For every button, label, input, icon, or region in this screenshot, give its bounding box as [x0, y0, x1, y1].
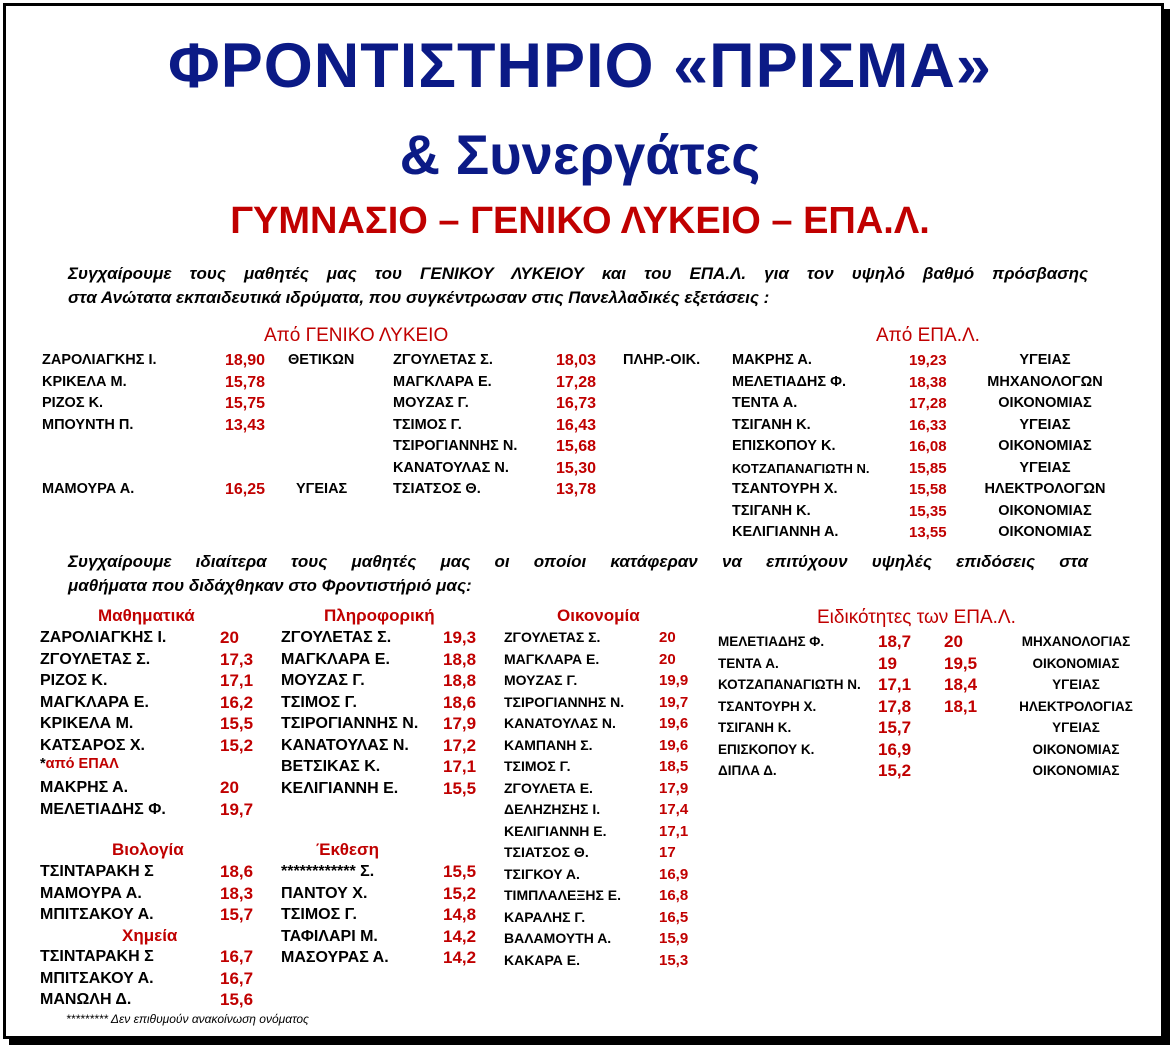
student-name: ΜΠΙΤΣΑΚΟΥ Α.	[40, 906, 154, 923]
student-score: 16,7	[220, 947, 254, 966]
student-score: 14,2	[443, 948, 477, 967]
intro-line-2: στα Ανώτατα εκπαιδευτικά ιδρύματα, που συγκέντρωσαν στις Πανελλαδικές εξετάσεις :	[68, 288, 770, 307]
student-field: ΟΙΚΟΝΟΜΙΑΣ	[998, 395, 1092, 411]
student-name: ΤΣΙΓΑΝΗ Κ.	[732, 502, 811, 519]
student-name: ΚΑΝΑΤΟΥΛΑΣ Ν.	[281, 736, 409, 754]
specialties-title: Ειδικότητες των ΕΠΑ.Λ.	[817, 607, 1016, 628]
student-score: 20	[659, 629, 676, 646]
student-score: 16,08	[909, 438, 947, 455]
student-score: 18,5	[659, 758, 689, 775]
student-name: ΜΑΓΚΛΑΡΑ Ε.	[393, 373, 492, 390]
student-score: 15,5	[220, 714, 254, 733]
student-name: ΚΟΤΖΑΠΑΝΑΓΙΩΤΗ Ν.	[718, 677, 861, 692]
informatics-title: Πληροφορική	[324, 606, 435, 625]
student-score: 13,43	[225, 416, 266, 434]
student-score-2: 18,4	[944, 675, 978, 694]
student-score: 19,7	[659, 693, 689, 711]
student-name: ΤΣΙΓΚΟΥ Α.	[504, 865, 580, 882]
student-score: 15,68	[556, 438, 597, 455]
student-name: ΜΠΙΤΣΑΚΟΥ Α.	[40, 969, 154, 987]
student-field: ΟΙΚΟΝΟΜΙΑΣ	[1032, 763, 1120, 778]
student-score: 19,7	[220, 799, 254, 819]
intro2-line-2: μαθήματα που διδάχθηκαν στο Φροντιστήριό μας:	[68, 576, 472, 595]
student-name: ΚΑΡΑΛΗΣ Γ.	[504, 908, 586, 925]
student-score: 15,5	[443, 862, 477, 881]
student-score: 17,3	[220, 649, 254, 669]
student-name: ΤΕΝΤΑ Α.	[718, 655, 779, 671]
intro2-line-1: Συγχαίρουμε ιδιαίτερα τους μαθητές μας οι οποίοι κατάφεραν να επιτύχουν υψηλές επιδόσεις στα	[68, 552, 1088, 571]
student-score: 15,30	[556, 459, 597, 477]
student-name: ΤΣΙΝΤΑΡΑΚΗ Σ	[40, 948, 154, 965]
student-name: ΡΙΖΟΣ Κ.	[42, 395, 104, 411]
student-name: ΤΣΙΡΟΓΙΑΝΝΗΣ Ν.	[393, 438, 518, 454]
student-score: 19,3	[443, 628, 477, 647]
student-name: ************ Σ.	[281, 863, 375, 880]
poster-title: ΦΡΟΝΤΙΣΤΗΡΙΟ «ΠΡΙΣΜΑ»	[168, 31, 992, 101]
student-name: ΚΕΛΙΓΙΑΝΝΗ Ε.	[504, 822, 607, 839]
student-score: 18,6	[443, 692, 477, 712]
student-field: ΥΓΕΙΑΣ	[1052, 720, 1100, 735]
student-name: ΤΣΙΜΟΣ Γ.	[281, 906, 357, 923]
student-score: 18,6	[220, 862, 254, 881]
student-name: ΤΙΜΠΛΑΛΕΞΗΣ Ε.	[504, 887, 621, 903]
student-name: ΚΑΚΑΡΑ Ε.	[504, 951, 580, 968]
student-name: ΜΑΣΟΥΡΑΣ Α.	[281, 949, 389, 966]
student-name: ΤΣΙΡΟΓΙΑΝΝΗΣ Ν.	[281, 715, 419, 732]
student-score-1: 16,9	[878, 739, 912, 759]
student-score: 17	[659, 844, 676, 861]
student-name: ΜΑΜΟΥΡΑ Α.	[40, 884, 142, 902]
student-name: ΒΕΤΣΙΚΑΣ Κ.	[281, 758, 381, 775]
student-score: 16,33	[909, 416, 947, 434]
student-name: ΜΑΚΡΗΣ Α.	[732, 352, 812, 368]
student-name: ΜΟΥΖΑΣ Γ.	[281, 672, 365, 689]
student-score: 14,8	[443, 905, 477, 924]
student-name: ΤΣΙΜΟΣ Γ.	[393, 416, 462, 433]
student-score: 18,8	[443, 649, 477, 669]
student-field: ΗΛΕΚΤΡΟΛΟΓΩΝ	[984, 481, 1106, 497]
student-name: ΔΕΛΗΖΗΣΗΣ Ι.	[504, 801, 601, 817]
student-name: ΤΣΙΑΤΣΟΣ Θ.	[393, 481, 481, 497]
student-field: ΗΛΕΚΤΡΟΛΟΓΙΑΣ	[1019, 698, 1133, 714]
student-name: ΜΟΥΖΑΣ Γ.	[504, 672, 578, 688]
student-score-2: 18,1	[944, 696, 978, 716]
poster-subtitle: & Συνεργάτες	[399, 123, 761, 186]
student-score: 20	[220, 778, 239, 797]
student-score: 15,6	[220, 990, 254, 1009]
student-name: ΜΠΟΥΝΤΗ Π.	[42, 416, 134, 433]
student-name: ΤΣΑΝΤΟΥΡΗ Χ.	[732, 481, 838, 497]
student-score: 17,28	[909, 395, 947, 412]
essay-title: Έκθεση	[316, 840, 380, 859]
student-score: 17,2	[443, 735, 477, 755]
student-score: 14,2	[443, 926, 477, 946]
student-score: 16,8	[659, 887, 689, 904]
student-score: 15,2	[220, 735, 254, 755]
student-name: ΜΟΥΖΑΣ Γ.	[393, 395, 469, 411]
student-name: ΖΓΟΥΛΕΤΑΣ Σ.	[504, 629, 601, 645]
student-name: ΖΓΟΥΛΕΤΑΣ Σ.	[40, 650, 151, 668]
student-name: ΜΕΛΕΤΙΑΔΗΣ Φ.	[732, 373, 847, 390]
student-name: ΤΣΑΝΤΟΥΡΗ Χ.	[718, 698, 817, 714]
student-score-1: 15,2	[878, 761, 912, 780]
student-name: ΜΑΝΩΛΗ Δ.	[40, 991, 132, 1008]
student-name: ΤΣΙΑΤΣΟΣ Θ.	[504, 844, 589, 860]
footnote: ********* Δεν επιθυμούν ανακοίνωση ονόματος	[66, 1012, 309, 1026]
student-name: ΚΕΛΙΓΙΑΝΝΗ Ε.	[281, 779, 399, 797]
epal-note-star: *	[40, 756, 46, 772]
student-name: ΜΕΛΕΤΙΑΔΗΣ Φ.	[718, 634, 825, 649]
student-score: 15,5	[443, 778, 477, 798]
student-score: 17,1	[659, 822, 689, 840]
student-name: ΤΣΙΜΟΣ Γ.	[281, 693, 357, 711]
economics-title: Οικονομία	[557, 606, 640, 625]
student-name: ΤΑΦΙΛΑΡΙ Μ.	[281, 927, 378, 945]
student-name: ΕΠΙΣΚΟΠΟΥ Κ.	[718, 741, 815, 757]
school-levels: ΓΥΜΝΑΣΙΟ – ΓΕΝΙΚΟ ΛΥΚΕΙΟ – ΕΠΑ.Λ.	[230, 200, 930, 242]
student-score: 16,7	[220, 968, 254, 988]
student-score: 15,9	[659, 930, 689, 947]
student-score: 19,9	[659, 672, 689, 689]
student-score: 15,2	[443, 883, 477, 903]
student-name: ΜΑΓΚΛΑΡΑ Ε.	[504, 650, 600, 667]
student-field: ΜΗΧΑΝΟΛΟΓΩΝ	[987, 373, 1103, 390]
student-name: ΤΣΙΝΤΑΡΑΚΗ Σ	[40, 863, 154, 880]
student-score: 18,03	[556, 352, 597, 369]
student-score: 15,75	[225, 395, 266, 412]
student-field: ΟΙΚΟΝΟΜΙΑΣ	[998, 502, 1092, 519]
student-name: ΕΠΙΣΚΟΠΟΥ Κ.	[732, 438, 836, 454]
student-score: 18,38	[909, 373, 947, 391]
student-field: ΠΛΗΡ.-ΟΙΚ.	[623, 352, 701, 368]
intro-paragraph	[68, 262, 1088, 310]
student-name: ΤΣΙΡΟΓΙΑΝΝΗΣ Ν.	[504, 693, 625, 710]
student-score: 15,58	[909, 481, 947, 498]
student-name: ΜΕΛΕΤΙΑΔΗΣ Φ.	[40, 800, 166, 818]
student-field: ΟΙΚΟΝΟΜΙΑΣ	[1032, 655, 1120, 671]
student-field: ΜΗΧΑΝΟΛΟΓΙΑΣ	[1021, 634, 1131, 649]
student-field: ΥΓΕΙΑΣ	[1019, 352, 1071, 368]
student-score: 16,9	[659, 865, 689, 883]
student-name: ΜΑΜΟΥΡΑ Α.	[42, 481, 135, 497]
student-score: 17,9	[659, 779, 689, 797]
student-name: ΒΑΛΑΜΟΥΤΗ Α.	[504, 930, 612, 946]
student-name: ΖΓΟΥΛΕΤΑΣ Σ.	[393, 352, 493, 368]
epal-note-text: από ΕΠΑΛ	[45, 756, 119, 772]
student-name: ΤΣΙΓΑΝΗ Κ.	[718, 720, 792, 735]
student-score: 15,7	[220, 905, 254, 924]
student-score: 16,25	[225, 481, 266, 498]
student-score: 20	[220, 628, 239, 647]
student-name: ΚΕΛΙΓΙΑΝΝΗ Α.	[732, 524, 839, 540]
student-name: ΖΑΡΟΛΙΑΓΚΗΣ Ι.	[40, 629, 167, 646]
student-name: ΔΙΠΛΑ Δ.	[718, 763, 777, 778]
student-name: ΤΕΝΤΑ Α.	[732, 395, 798, 411]
student-name: ΚΟΤΖΑΠΑΝΑΓΙΩΤΗ Ν.	[732, 460, 870, 476]
student-score: 17,4	[659, 801, 689, 818]
student-field: ΥΓΕΙΑΣ	[1019, 416, 1071, 433]
student-name: ΜΑΚΡΗΣ Α.	[40, 779, 129, 796]
epal-note	[40, 756, 119, 772]
student-name: ΤΣΙΓΑΝΗ Κ.	[732, 416, 811, 433]
biology-title: Βιολογία	[112, 840, 184, 859]
student-score-2: 20	[944, 632, 963, 651]
intro-line-1: Συγχαίρουμε τους μαθητές μας του ΓΕΝΙΚΟΥ ΛΥΚΕΙΟΥ και του ΕΠΑ.Λ. για τον υψηλό βαθμό πρόσβασης	[68, 264, 1088, 283]
student-score: 16,2	[220, 692, 254, 712]
student-name: ΜΑΓΚΛΑΡΑ Ε.	[281, 650, 390, 668]
student-score: 20	[659, 650, 676, 668]
student-field: ΥΓΕΙΑΣ	[296, 481, 348, 497]
student-score: 17,28	[556, 373, 597, 391]
student-score: 15,3	[659, 951, 689, 969]
student-name: ΤΣΙΜΟΣ Γ.	[504, 758, 571, 774]
student-name: ΚΡΙΚΕΛΑ Μ.	[42, 373, 127, 390]
student-score: 16,73	[556, 395, 597, 412]
student-score: 15,35	[909, 502, 947, 520]
student-score: 18,3	[220, 883, 254, 903]
student-name: ΡΙΖΟΣ Κ.	[40, 672, 108, 689]
student-field: ΟΙΚΟΝΟΜΙΑΣ	[998, 438, 1092, 454]
student-name: ΚΑΜΠΑΝΗ Σ.	[504, 736, 593, 753]
student-score: 13,55	[909, 524, 947, 541]
student-score-1: 15,7	[878, 718, 912, 737]
student-name: ΚΑΤΣΑΡΟΣ Χ.	[40, 736, 145, 754]
student-field: ΘΕΤΙΚΩΝ	[288, 352, 355, 368]
student-name: ΚΑΝΑΤΟΥΛΑΣ Ν.	[504, 715, 616, 731]
student-score: 18,8	[443, 671, 477, 690]
intro2-paragraph	[68, 550, 1088, 598]
student-name: ΖΑΡΟΛΙΑΓΚΗΣ Ι.	[42, 352, 157, 368]
student-score: 17,9	[443, 714, 477, 733]
student-score-1: 17,8	[878, 696, 912, 716]
student-name: ΚΡΙΚΕΛΑ Μ.	[40, 715, 134, 732]
student-field: ΟΙΚΟΝΟΜΙΑΣ	[1032, 741, 1120, 757]
student-field: ΥΓΕΙΑΣ	[1052, 677, 1100, 692]
chemistry-title: Χημεία	[122, 926, 178, 945]
student-name: ΜΑΓΚΛΑΡΑ Ε.	[40, 693, 149, 711]
student-score-1: 19	[878, 653, 897, 673]
student-score: 17,1	[220, 671, 254, 690]
student-name: ΚΑΝΑΤΟΥΛΑΣ Ν.	[393, 459, 509, 476]
math-title: Μαθηματικά	[98, 606, 195, 625]
genlyk-title: Από ΓΕΝΙΚΟ ΛΥΚΕΙΟ	[264, 325, 449, 346]
student-score-1: 17,1	[878, 675, 912, 694]
student-score: 19,6	[659, 736, 689, 754]
student-name: ΖΓΟΥΛΕΤΑ Ε.	[504, 779, 593, 796]
student-score: 18,90	[225, 352, 266, 369]
epal-title: Από ΕΠΑ.Λ.	[876, 325, 980, 346]
student-name: ΠΑΝΤΟΥ Χ.	[281, 884, 368, 902]
student-score-1: 18,7	[878, 632, 912, 651]
student-score: 15,78	[225, 373, 266, 391]
student-score: 15,85	[909, 459, 947, 477]
student-score: 19,6	[659, 715, 689, 732]
student-score: 16,43	[556, 416, 597, 434]
student-score-2: 19,5	[944, 653, 978, 673]
student-name: ΖΓΟΥΛΕΤΑΣ Σ.	[281, 629, 392, 646]
student-field: ΟΙΚΟΝΟΜΙΑΣ	[998, 524, 1092, 540]
student-score: 16,5	[659, 908, 689, 926]
student-score: 17,1	[443, 757, 477, 776]
student-field: ΥΓΕΙΑΣ	[1019, 459, 1071, 476]
student-score: 13,78	[556, 481, 597, 498]
student-score: 19,23	[909, 352, 947, 369]
